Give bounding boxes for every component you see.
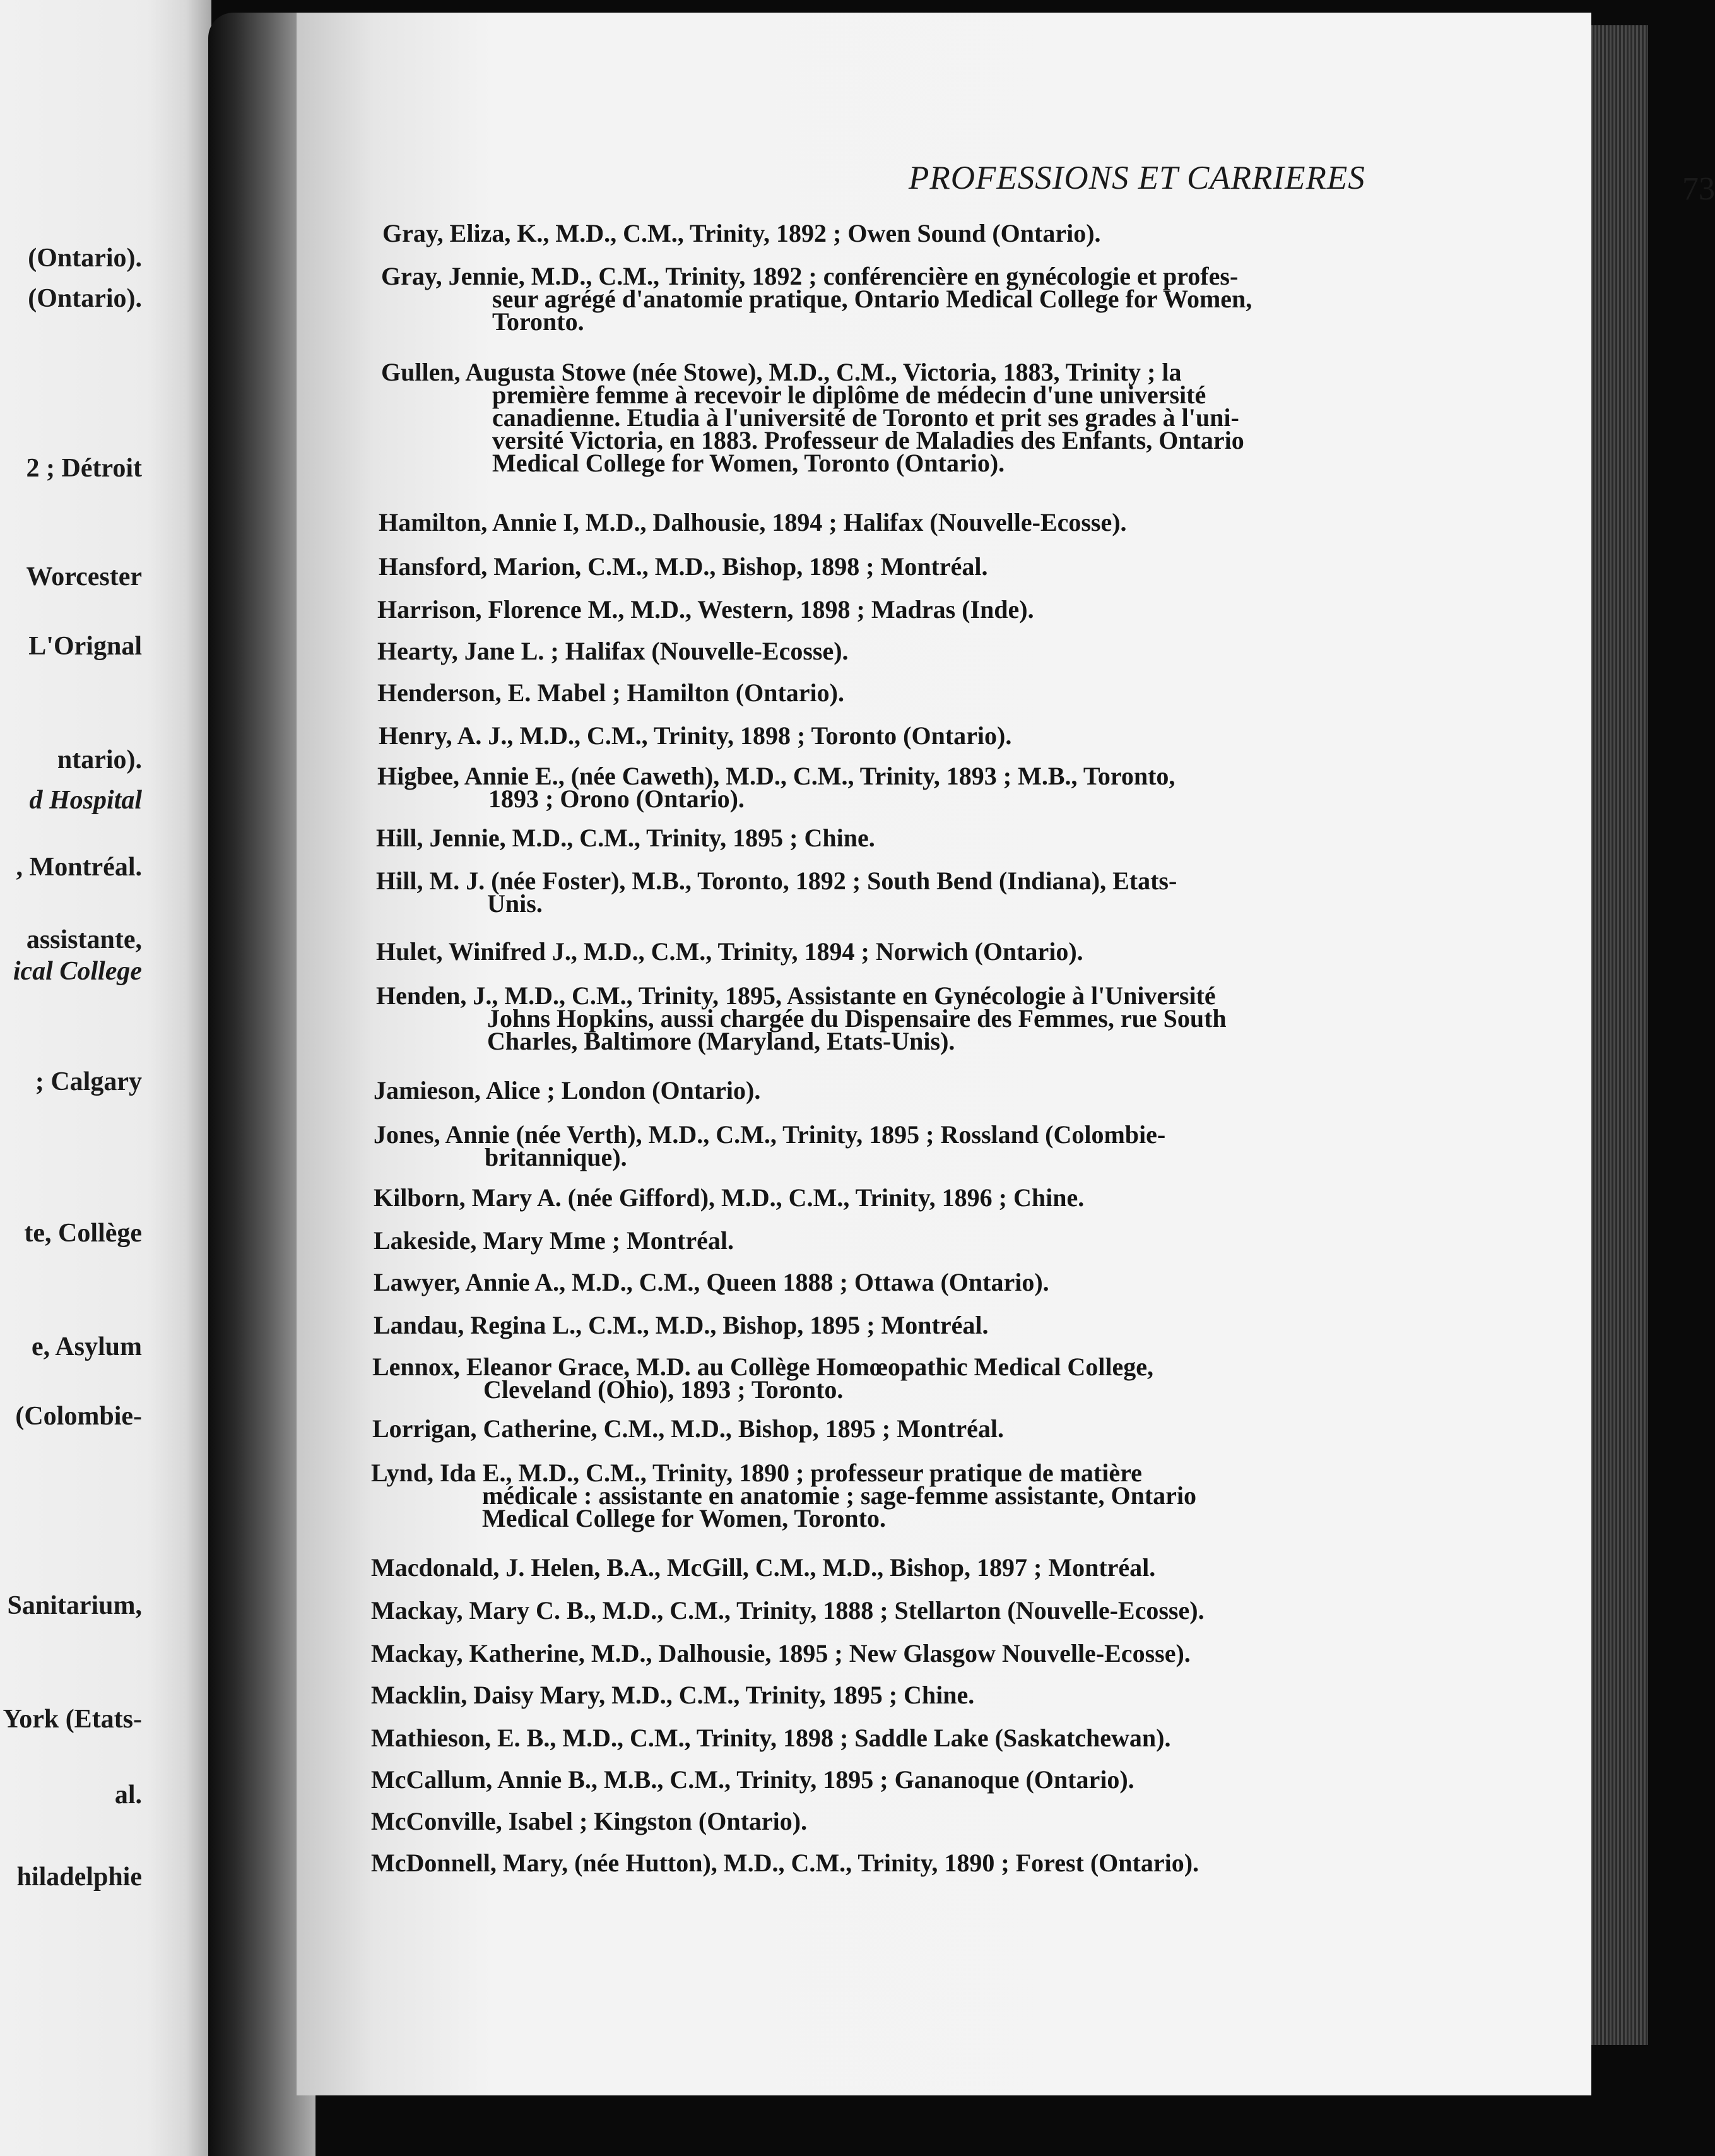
entry-line: première femme à recevoir le diplôme de médecin d'une université <box>492 381 1206 409</box>
page-edges <box>1589 25 1648 2045</box>
left-page-fragment-line: L'Orignal <box>28 632 142 661</box>
entry-line: Hill, M. J. (née Foster), M.B., Toronto, 1892 ; South Bend (Indiana), Etats- <box>376 867 1177 895</box>
entry-line: Hansford, Marion, C.M., M.D., Bishop, 1898 ; Montréal. <box>379 552 988 581</box>
entry-line: McCallum, Annie B., M.B., C.M., Trinity, 1895 ; Gananoque (Ontario). <box>371 1765 1134 1794</box>
entry-line: Kilborn, Mary A. (née Gifford), M.D., C.M., Trinity, 1896 ; Chine. <box>374 1183 1085 1212</box>
entry-line: Toronto. <box>492 307 584 336</box>
entry-line: Hearty, Jane L. ; Halifax (Nouvelle-Ecosse). <box>377 637 849 665</box>
entry-line: Charles, Baltimore (Maryland, Etats-Unis). <box>487 1027 955 1055</box>
running-head: PROFESSIONS ET CARRIERES <box>909 160 1365 196</box>
book-page <box>297 13 1715 2095</box>
entry-line: Unis. <box>487 889 543 918</box>
left-page-fragment-line: hiladelphie <box>16 1863 142 1892</box>
entry-line: Lawyer, Annie A., M.D., C.M., Queen 1888 ; Ottawa (Ontario). <box>374 1268 1049 1296</box>
entry-line: Mackay, Katherine, M.D., Dalhousie, 1895 ; New Glasgow Nouvelle-Ecosse). <box>371 1639 1191 1667</box>
entry-line: Jamieson, Alice ; London (Ontario). <box>374 1076 761 1105</box>
entry-line: versité Victoria, en 1883. Professeur de Maladies des Enfants, Ontario <box>492 426 1244 454</box>
entry-line: Higbee, Annie E., (née Caweth), M.D., C.M., Trinity, 1893 ; M.B., Toronto, <box>377 762 1176 790</box>
entry-line: Johns Hopkins, aussi chargée du Dispensaire des Femmes, rue South <box>487 1004 1227 1033</box>
left-page-fragment-line: te, Collège <box>24 1219 142 1248</box>
left-page-fragment-line: Worcester <box>26 562 142 591</box>
entry-line: Hill, Jennie, M.D., C.M., Trinity, 1895 ; Chine. <box>376 824 875 852</box>
entry-line: Hulet, Winifred J., M.D., C.M., Trinity, 1894 ; Norwich (Ontario). <box>376 937 1083 966</box>
left-page-fragment-line: (Colombie- <box>15 1402 142 1431</box>
left-page-fragment-line: assistante, <box>26 925 142 954</box>
left-page-fragment-line: , Montréal. <box>16 853 142 882</box>
entry-line: Landau, Regina L., C.M., M.D., Bishop, 1895 ; Montréal. <box>374 1311 989 1339</box>
left-page-fragment-line: 2 ; Détroit <box>26 454 142 483</box>
entry-line: 1893 ; Orono (Ontario). <box>488 785 745 813</box>
entry-line: Gray, Eliza, K., M.D., C.M., Trinity, 1892 ; Owen Sound (Ontario). <box>382 219 1101 247</box>
entry-line: Mackay, Mary C. B., M.D., C.M., Trinity, 1888 ; Stellarton (Nouvelle-Ecosse). <box>371 1596 1205 1625</box>
left-page-fragment-line: ical College <box>13 957 142 986</box>
entry-line: Cleveland (Ohio), 1893 ; Toronto. <box>483 1375 844 1404</box>
left-page-fragment-line: (Ontario). <box>28 284 142 313</box>
page-number: 73 <box>1682 171 1715 207</box>
entry-line: Henry, A. J., M.D., C.M., Trinity, 1898 ; Toronto (Ontario). <box>379 721 1012 750</box>
left-page-fragment-line: York (Etats- <box>3 1705 142 1734</box>
entry-line: britannique). <box>485 1143 627 1171</box>
entry-line: Medical College for Women, Toronto. <box>482 1504 886 1532</box>
entry-line: Harrison, Florence M., M.D., Western, 1898 ; Madras (Inde). <box>377 595 1034 624</box>
left-page-fragment <box>0 0 211 2156</box>
entry-line: Gullen, Augusta Stowe (née Stowe), M.D., C.M., Victoria, 1883, Trinity ; la <box>381 358 1182 386</box>
entry-line: Medical College for Women, Toronto (Ontario). <box>492 449 1005 477</box>
left-page-fragment-line: (Ontario). <box>28 244 142 273</box>
left-page-fragment-line: Sanitarium, <box>7 1591 142 1620</box>
entry-line: Gray, Jennie, M.D., C.M., Trinity, 1892 ; conférencière en gynécologie et profes- <box>381 262 1239 290</box>
entry-line: Lorrigan, Catherine, C.M., M.D., Bishop, 1895 ; Montréal. <box>372 1414 1005 1443</box>
left-page-fragment-line: ntario). <box>57 745 142 774</box>
entry-line: Lennox, Eleanor Grace, M.D. au Collège Homœopathic Medical College, <box>372 1353 1153 1381</box>
entry-line: Mathieson, E. B., M.D., C.M., Trinity, 1898 ; Saddle Lake (Saskatchewan). <box>371 1724 1171 1752</box>
entry-line: Henden, J., M.D., C.M., Trinity, 1895, Assistante en Gynécologie à l'Université <box>376 981 1216 1010</box>
entry-line: Macdonald, J. Helen, B.A., McGill, C.M., M.D., Bishop, 1897 ; Montréal. <box>371 1553 1156 1582</box>
entry-line: McDonnell, Mary, (née Hutton), M.D., C.M., Trinity, 1890 ; Forest (Ontario). <box>371 1849 1199 1877</box>
entry-line: canadienne. Etudia à l'université de Toronto et prit ses grades à l'uni- <box>492 403 1239 432</box>
left-page-fragment-line: al. <box>114 1780 142 1810</box>
left-page-fragment-line: ; Calgary <box>35 1067 142 1096</box>
left-page-fragment-line: d Hospital <box>29 786 142 815</box>
entry-line: Macklin, Daisy Mary, M.D., C.M., Trinity, 1895 ; Chine. <box>371 1681 975 1709</box>
entry-line: Lakeside, Mary Mme ; Montréal. <box>374 1226 734 1255</box>
left-page-fragment-line: e, Asylum <box>31 1332 142 1361</box>
entry-line: médicale : assistante en anatomie ; sage-femme assistante, Ontario <box>482 1481 1197 1510</box>
entry-line: Henderson, E. Mabel ; Hamilton (Ontario). <box>377 678 844 707</box>
entry-line: Lynd, Ida E., M.D., C.M., Trinity, 1890 ; professeur pratique de matière <box>371 1459 1142 1487</box>
entry-line: McConville, Isabel ; Kingston (Ontario). <box>371 1807 808 1835</box>
entry-line: seur agrégé d'anatomie pratique, Ontario Medical College for Women, <box>492 285 1252 313</box>
entry-line: Jones, Annie (née Verth), M.D., C.M., Trinity, 1895 ; Rossland (Colombie- <box>374 1120 1166 1149</box>
entry-line: Hamilton, Annie I, M.D., Dalhousie, 1894 ; Halifax (Nouvelle-Ecosse). <box>379 508 1127 536</box>
